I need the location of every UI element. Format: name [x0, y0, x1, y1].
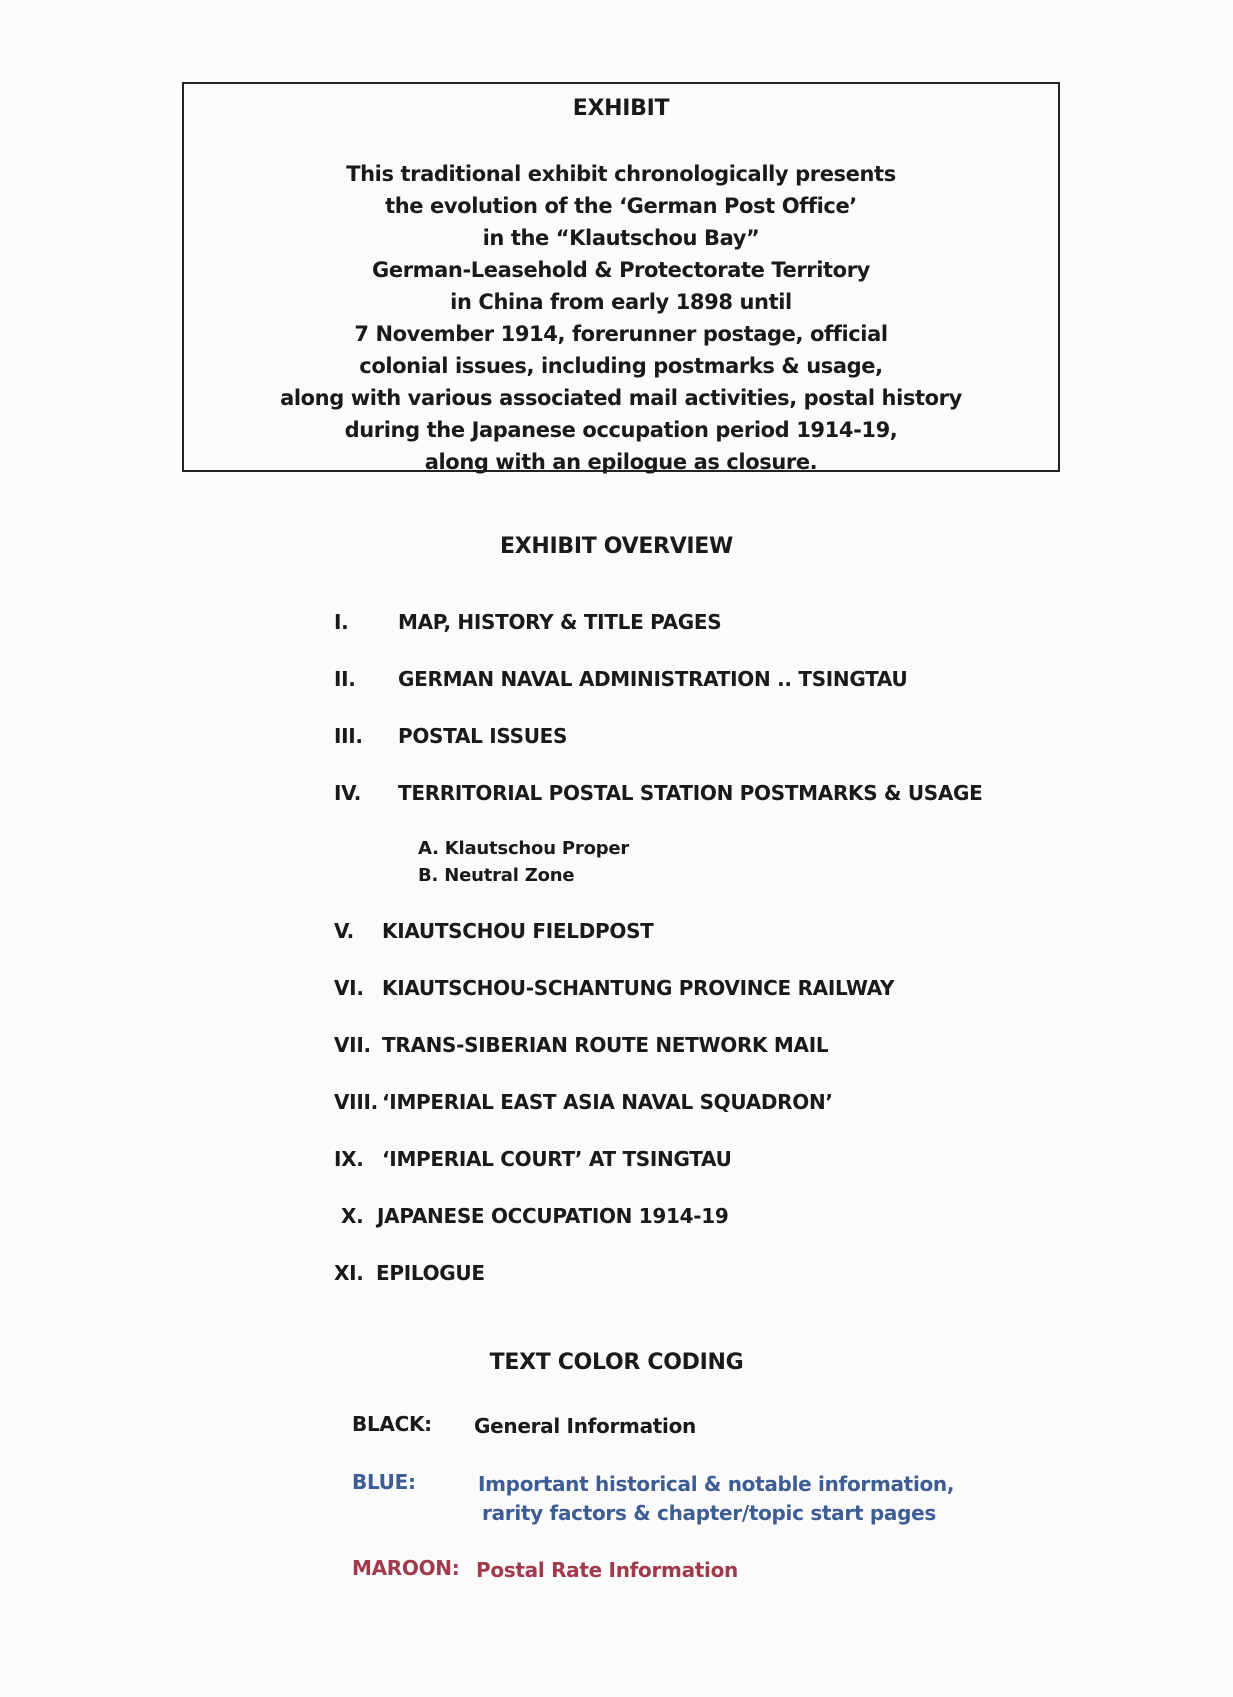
section-number: XI.	[334, 1261, 364, 1285]
exhibit-line: the evolution of the ‘German Post Office’	[385, 194, 857, 218]
section-label: JAPANESE OCCUPATION 1914-19	[377, 1204, 729, 1228]
exhibit-title: EXHIBIT	[572, 96, 670, 121]
color-code-key: MAROON:	[352, 1556, 460, 1580]
section-label: KIAUTSCHOU-SCHANTUNG PROVINCE RAILWAY	[382, 976, 895, 1000]
color-code-description	[478, 1470, 954, 1528]
section-number: I.	[334, 610, 349, 634]
color-code-key: BLUE:	[352, 1470, 416, 1494]
section-number: III.	[334, 724, 363, 748]
exhibit-line: along with an epilogue as closure.	[424, 450, 818, 474]
exhibit-box	[182, 82, 1060, 472]
section-number: II.	[334, 667, 356, 691]
exhibit-line: colonial issues, including postmarks & usage,	[359, 354, 883, 378]
exhibit-line: in the “Klautschou Bay”	[482, 226, 760, 250]
overview-subsection: B. Neutral Zone	[418, 865, 575, 886]
exhibit-description	[184, 158, 1058, 478]
section-label: TRANS-SIBERIAN ROUTE NETWORK MAIL	[382, 1033, 829, 1057]
color-coding-title: TEXT COLOR CODING	[489, 1350, 744, 1375]
section-label: POSTAL ISSUES	[398, 724, 568, 748]
section-label: KIAUTSCHOU FIELDPOST	[382, 919, 654, 943]
section-label: TERRITORIAL POSTAL STATION POSTMARKS & USAGE	[398, 781, 983, 805]
color-code-description: Postal Rate Information	[476, 1558, 738, 1582]
overview-subsection: A. Klautschou Proper	[418, 838, 630, 859]
section-label: EPILOGUE	[376, 1261, 485, 1285]
section-number: VIII.	[334, 1090, 378, 1114]
exhibit-line: during the Japanese occupation period 1914-19,	[344, 418, 898, 442]
section-label: ‘IMPERIAL COURT’ AT TSINGTAU	[382, 1147, 732, 1171]
exhibit-line: in China from early 1898 until	[450, 290, 792, 314]
exhibit-line: 7 November 1914, forerunner postage, official	[354, 322, 888, 346]
exhibit-line: This traditional exhibit chronologically presents	[346, 162, 896, 186]
section-number: X.	[341, 1204, 364, 1228]
section-number: VII.	[334, 1033, 371, 1057]
exhibit-line: German-Leasehold & Protectorate Territory	[372, 258, 870, 282]
color-code-key: BLACK:	[352, 1412, 432, 1436]
color-code-description-line: Important historical & notable information,	[478, 1472, 955, 1496]
color-code-description-line: rarity factors & chapter/topic start pages	[482, 1501, 936, 1525]
section-label: MAP, HISTORY & TITLE PAGES	[398, 610, 722, 634]
color-code-description: General Information	[474, 1414, 696, 1438]
section-number: IX.	[334, 1147, 364, 1171]
overview-title: EXHIBIT OVERVIEW	[499, 534, 734, 559]
section-number: VI.	[334, 976, 364, 1000]
section-label: ‘IMPERIAL EAST ASIA NAVAL SQUADRON’	[382, 1090, 833, 1114]
section-number: V.	[334, 919, 354, 943]
section-label: GERMAN NAVAL ADMINISTRATION .. TSINGTAU	[398, 667, 908, 691]
exhibit-line: along with various associated mail activities, postal history	[280, 386, 962, 410]
section-number: IV.	[334, 781, 362, 805]
